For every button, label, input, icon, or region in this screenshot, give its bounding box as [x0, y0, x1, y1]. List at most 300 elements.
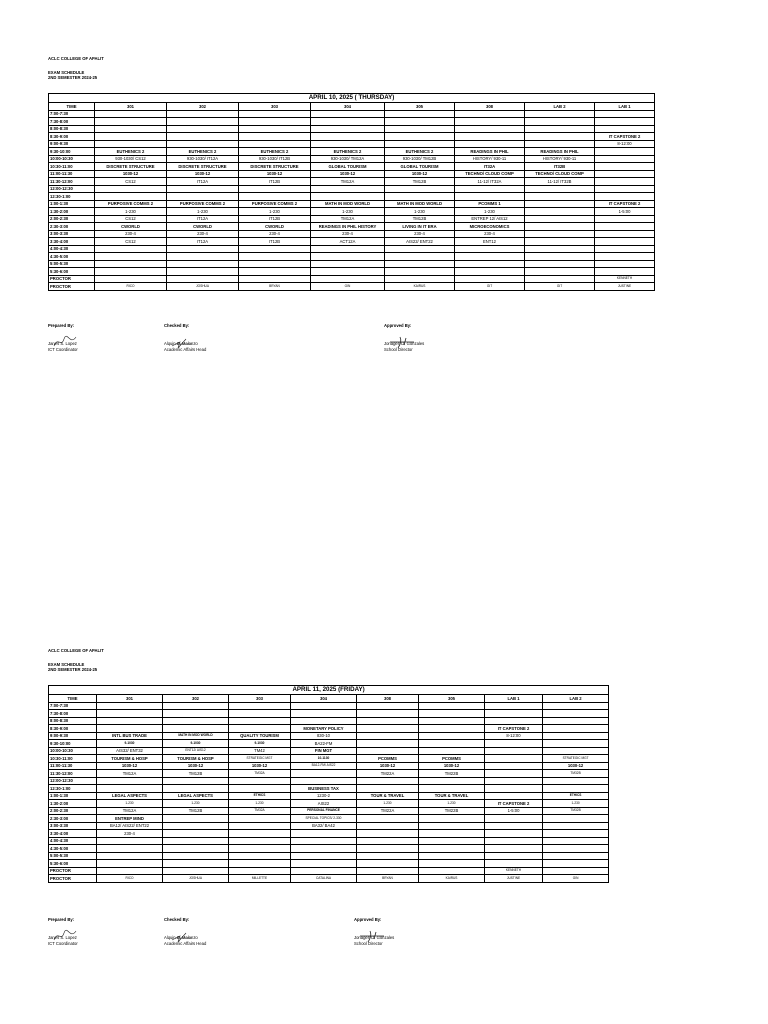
- exam-cell: 8-12:00: [485, 732, 543, 740]
- exam-cell: IT12B: [239, 178, 311, 186]
- exam-cell: [455, 268, 525, 276]
- proctor-name-cell: JOSHUA: [167, 283, 239, 291]
- exam-cell: [95, 193, 167, 201]
- exam-cell: [97, 777, 163, 785]
- schedule-row: [49, 860, 609, 868]
- college-name: ACLC COLLEGE OF APALIT: [48, 56, 104, 61]
- exam-schedule-label: EXAM SCHEDULE: [48, 70, 85, 75]
- exam-cell: EUTHENICS 2: [311, 148, 385, 156]
- exam-cell: MONETARY POLICY: [291, 725, 357, 733]
- exam-cell: TM42: [229, 747, 291, 755]
- proctor-name-cell: KAIRUS: [419, 875, 485, 883]
- exam-cell: EUTHENICS 2: [385, 148, 455, 156]
- proctor-name-cell: GIT: [455, 283, 525, 291]
- exam-cell: 930-1030/ CS12: [95, 155, 167, 163]
- exam-cell: [167, 268, 239, 276]
- time-slot-cell: 7:00-7:30: [49, 702, 97, 710]
- exam-cell: [239, 110, 311, 118]
- exam-cell: [543, 747, 609, 755]
- exam-cell: DISCRETE STRUCTURE: [239, 163, 311, 171]
- exam-schedule-label: EXAM SCHEDULE: [48, 662, 85, 667]
- exam-cell: [485, 852, 543, 860]
- exam-cell: [311, 118, 385, 126]
- exam-cell: TM32B: [543, 807, 609, 815]
- proctor-label: PROCTOR: [49, 875, 97, 883]
- schedule-row: [49, 800, 609, 808]
- exam-cell: [229, 822, 291, 830]
- exam-cell: [291, 845, 357, 853]
- time-slot-cell: 5:30-6:00: [49, 860, 97, 868]
- exam-cell: 1-230: [167, 208, 239, 216]
- exam-cell: [485, 747, 543, 755]
- exam-cell: [385, 133, 455, 141]
- proctor-name-cell: [357, 867, 419, 875]
- exam-cell: [163, 822, 229, 830]
- proctor-row: [49, 875, 609, 883]
- exam-cell: [455, 133, 525, 141]
- exam-cell: ENT12: [455, 238, 525, 246]
- exam-cell: [525, 245, 595, 253]
- exam-cell: [229, 837, 291, 845]
- proctor-name-cell: KAIRUS: [385, 283, 455, 291]
- exam-cell: [357, 845, 419, 853]
- exam-cell: CWORLD: [239, 223, 311, 231]
- exam-cell: IT CAPSTONE 2: [485, 725, 543, 733]
- room-column-header: 308: [455, 103, 525, 111]
- time-slot-cell: 7:30-8:00: [49, 710, 97, 718]
- exam-cell: [311, 133, 385, 141]
- exam-cell: INTL BUS TRADE: [97, 732, 163, 740]
- room-column-header: LAB 1: [595, 103, 655, 111]
- time-slot-cell: 10:30-11:00: [49, 755, 97, 763]
- exam-cell: [167, 110, 239, 118]
- exam-cell: 230-4: [455, 230, 525, 238]
- exam-cell: 1-230: [311, 208, 385, 216]
- exam-cell: BUSINESS TAX: [291, 785, 357, 793]
- proctor-name-cell: [229, 867, 291, 875]
- exam-cell: [385, 193, 455, 201]
- exam-cell: IT CAPSTONE 2: [595, 200, 655, 208]
- exam-cell: [229, 717, 291, 725]
- proctor-row: [49, 283, 655, 291]
- time-slot-cell: 3:00-3:30: [49, 822, 97, 830]
- exam-cell: [163, 785, 229, 793]
- exam-cell: [543, 815, 609, 823]
- exam-cell: [291, 852, 357, 860]
- exam-cell: [291, 717, 357, 725]
- exam-cell: [525, 238, 595, 246]
- exam-cell: [239, 125, 311, 133]
- exam-cell: [595, 155, 655, 163]
- exam-cell: [357, 822, 419, 830]
- time-slot-cell: 2:30-3:00: [49, 815, 97, 823]
- time-slot-cell: 5:00-5:30: [49, 852, 97, 860]
- exam-cell: [455, 253, 525, 261]
- exam-cell: GLOBAL TOURISM: [385, 163, 455, 171]
- exam-cell: [95, 185, 167, 193]
- schedule-row: [49, 110, 655, 118]
- signature-scribble: [52, 928, 78, 944]
- exam-cell: [525, 133, 595, 141]
- exam-cell: [167, 140, 239, 148]
- exam-cell: HISTORY/ 930-11: [455, 155, 525, 163]
- signature-scribble: [170, 930, 196, 944]
- time-slot-cell: 1:00-1:30: [49, 792, 97, 800]
- exam-cell: [485, 860, 543, 868]
- exam-cell: [357, 740, 419, 748]
- time-slot-cell: 5:00-5:30: [49, 260, 95, 268]
- exam-cell: [163, 717, 229, 725]
- exam-cell: [163, 837, 229, 845]
- exam-cell: [485, 770, 543, 778]
- exam-cell: 1-230: [357, 800, 419, 808]
- exam-cell: [95, 260, 167, 268]
- exam-cell: [163, 702, 229, 710]
- exam-cell: [485, 702, 543, 710]
- proctor-row: [49, 867, 609, 875]
- prepared-by-label: Prepared By:: [48, 917, 75, 922]
- time-column-header: TIME: [49, 103, 95, 111]
- exam-cell: [229, 852, 291, 860]
- proctor-name-cell: BRYAN: [357, 875, 419, 883]
- exam-cell: 1-5:00: [595, 208, 655, 216]
- room-column-header: 303: [239, 103, 311, 111]
- exam-cell: 1-230: [95, 208, 167, 216]
- exam-cell: 11-12/ IT32B: [525, 178, 595, 186]
- exam-cell: CS12: [95, 178, 167, 186]
- time-slot-cell: 7:00-7:30: [49, 110, 95, 118]
- exam-cell: 230-4: [97, 830, 163, 838]
- exam-cell: [595, 118, 655, 126]
- exam-cell: PCOMMS: [419, 755, 485, 763]
- exam-cell: 1030-12: [167, 170, 239, 178]
- exam-cell: [485, 762, 543, 770]
- proctor-name-cell: [167, 275, 239, 283]
- exam-cell: [167, 253, 239, 261]
- college-name: ACLC COLLEGE OF APALIT: [48, 648, 104, 653]
- proctor-name-cell: [291, 867, 357, 875]
- room-column-header: 302: [167, 103, 239, 111]
- exam-cell: [485, 740, 543, 748]
- schedule-row: [49, 830, 609, 838]
- exam-cell: 1-230: [455, 208, 525, 216]
- schedule-table: [48, 685, 609, 883]
- exam-cell: 9-1030: [97, 740, 163, 748]
- exam-cell: [485, 822, 543, 830]
- exam-cell: [525, 185, 595, 193]
- exam-cell: TM12B: [385, 178, 455, 186]
- schedule-row: [49, 777, 609, 785]
- exam-cell: [95, 125, 167, 133]
- semester-label: 2ND SEMESTER 2024-25: [48, 75, 98, 80]
- exam-cell: [525, 223, 595, 231]
- signature-scribble: [388, 335, 416, 349]
- signature-scribble: [358, 929, 386, 943]
- exam-cell: [163, 852, 229, 860]
- exam-cell: TM22A: [357, 807, 419, 815]
- exam-cell: [485, 785, 543, 793]
- exam-cell: PERSONAL FINANCE: [291, 807, 357, 815]
- proctor-name-cell: [239, 275, 311, 283]
- exam-cell: LEGAL ASPECTS: [97, 792, 163, 800]
- time-slot-cell: 8:00-8:30: [49, 125, 95, 133]
- exam-cell: READINGS IN PHIL: [455, 148, 525, 156]
- exam-cell: 1-230: [419, 800, 485, 808]
- exam-cell: [419, 837, 485, 845]
- exam-cell: [385, 125, 455, 133]
- exam-cell: [229, 815, 291, 823]
- schedule-row: [49, 163, 655, 171]
- exam-cell: [485, 845, 543, 853]
- exam-cell: [97, 785, 163, 793]
- proctor-label: PROCTOR: [49, 283, 95, 291]
- exam-cell: [97, 710, 163, 718]
- exam-cell: DISCRETE STRUCTURE: [95, 163, 167, 171]
- schedule-row: [49, 253, 655, 261]
- exam-cell: ACT12A: [311, 238, 385, 246]
- exam-cell: READINGS IN PHIL HISTORY: [311, 223, 385, 231]
- exam-cell: [95, 133, 167, 141]
- schedule-row: [49, 230, 655, 238]
- exam-cell: [167, 185, 239, 193]
- exam-cell: [455, 193, 525, 201]
- exam-cell: [419, 747, 485, 755]
- exam-cell: 1030-12: [97, 762, 163, 770]
- exam-cell: IT12A: [167, 215, 239, 223]
- exam-cell: [163, 710, 229, 718]
- proctor-name-cell: [455, 275, 525, 283]
- exam-cell: [543, 717, 609, 725]
- time-slot-cell: 12:00-12:30: [49, 185, 95, 193]
- exam-cell: [291, 710, 357, 718]
- exam-cell: [595, 125, 655, 133]
- exam-cell: TECHNO/ CLOUD COMP: [455, 170, 525, 178]
- exam-cell: TM32B: [543, 770, 609, 778]
- exam-cell: [95, 140, 167, 148]
- exam-cell: 1030-12: [95, 170, 167, 178]
- exam-cell: MATH IN MOD WORLD: [385, 200, 455, 208]
- prepared-by-role: ICT Coordinator: [48, 941, 78, 947]
- approved-by-name: Jonagen D. Gonzales: [354, 935, 395, 941]
- exam-cell: [485, 710, 543, 718]
- exam-cell: [291, 837, 357, 845]
- exam-cell: 10-1130: [291, 755, 357, 763]
- exam-cell: ETHICS: [543, 792, 609, 800]
- proctor-name-cell: JUSTINE: [595, 283, 655, 291]
- prepared-by-label: Prepared By:: [48, 323, 75, 328]
- exam-cell: CS12: [95, 238, 167, 246]
- room-column-header: 301: [97, 695, 163, 703]
- exam-cell: [97, 860, 163, 868]
- schedule-row: [49, 200, 655, 208]
- schedule-row: [49, 193, 655, 201]
- exam-cell: [543, 725, 609, 733]
- schedule-title-row: [49, 686, 609, 695]
- exam-cell: [95, 245, 167, 253]
- exam-cell: [595, 253, 655, 261]
- exam-cell: 230-4: [95, 230, 167, 238]
- exam-cell: 930-1030/ TM12B: [385, 155, 455, 163]
- schedule-row: [49, 245, 655, 253]
- exam-cell: EUTHENICS 2: [167, 148, 239, 156]
- schedule-row: [49, 155, 655, 163]
- exam-cell: TM22B: [419, 770, 485, 778]
- exam-cell: BA12/ AIS22/ ENT22: [97, 822, 163, 830]
- exam-cell: [357, 860, 419, 868]
- exam-cell: [357, 852, 419, 860]
- room-column-header: 304: [311, 103, 385, 111]
- exam-cell: ENT12/ AIS12: [163, 747, 229, 755]
- exam-cell: 230-4: [311, 230, 385, 238]
- exam-cell: [167, 245, 239, 253]
- time-slot-cell: 11:00-11:30: [49, 170, 95, 178]
- time-slot-cell: 8:30-9:00: [49, 133, 95, 141]
- exam-cell: TM12A: [97, 807, 163, 815]
- exam-cell: IT12A: [167, 178, 239, 186]
- exam-cell: [311, 185, 385, 193]
- exam-cell: [357, 830, 419, 838]
- exam-cell: [543, 830, 609, 838]
- exam-cell: [311, 140, 385, 148]
- exam-cell: 1-230: [385, 208, 455, 216]
- exam-cell: [291, 830, 357, 838]
- exam-cell: [97, 702, 163, 710]
- exam-cell: [357, 732, 419, 740]
- schedule-row: [49, 268, 655, 276]
- exam-cell: PURPOSIVE COMMS 2: [239, 200, 311, 208]
- exam-cell: 1230-2: [291, 792, 357, 800]
- exam-cell: 11-12/ IT32A: [455, 178, 525, 186]
- schedule-row: [49, 845, 609, 853]
- exam-cell: [595, 230, 655, 238]
- exam-cell: [595, 268, 655, 276]
- exam-cell: [543, 702, 609, 710]
- time-slot-cell: 9:00-9:30: [49, 140, 95, 148]
- exam-cell: 1-230: [229, 800, 291, 808]
- exam-cell: [595, 110, 655, 118]
- exam-cell: [97, 852, 163, 860]
- time-slot-cell: 8:30-9:00: [49, 725, 97, 733]
- exam-cell: 1-230: [543, 800, 609, 808]
- proctor-name-cell: KENNETH: [595, 275, 655, 283]
- exam-cell: 830-10: [291, 732, 357, 740]
- exam-cell: LEGAL ASPECTS: [163, 792, 229, 800]
- time-slot-cell: 9:00-9:30: [49, 732, 97, 740]
- exam-cell: [485, 815, 543, 823]
- schedule-row: [49, 852, 609, 860]
- exam-cell: 1030-12: [229, 762, 291, 770]
- time-slot-cell: 4:30-5:00: [49, 845, 97, 853]
- exam-cell: TM22A: [357, 770, 419, 778]
- exam-cell: BA32/ BA42: [291, 822, 357, 830]
- time-slot-cell: 4:30-5:00: [49, 253, 95, 261]
- room-column-header: 302: [163, 695, 229, 703]
- checked-by-role: Academic Affairs Head: [164, 347, 207, 353]
- exam-cell: 230-4: [385, 230, 455, 238]
- proctor-name-cell: [163, 867, 229, 875]
- exam-cell: [419, 785, 485, 793]
- proctor-name-cell: [311, 275, 385, 283]
- schedule-row: [49, 223, 655, 231]
- exam-cell: [419, 830, 485, 838]
- schedule-row: [49, 170, 655, 178]
- exam-cell: [455, 245, 525, 253]
- exam-cell: [419, 777, 485, 785]
- exam-cell: TM12B: [163, 807, 229, 815]
- room-column-header: 303: [229, 695, 291, 703]
- exam-cell: AIS22: [291, 800, 357, 808]
- exam-cell: [239, 268, 311, 276]
- time-slot-cell: 1:30-2:00: [49, 208, 95, 216]
- time-slot-cell: 2:00-2:30: [49, 215, 95, 223]
- proctor-name-cell: [95, 275, 167, 283]
- exam-cell: BA12-FM/ AIS22: [291, 762, 357, 770]
- column-header-row: [49, 103, 655, 111]
- exam-cell: CWORLD: [95, 223, 167, 231]
- exam-cell: [291, 777, 357, 785]
- approved-by-label: Approved By:: [384, 323, 412, 328]
- exam-cell: [525, 230, 595, 238]
- exam-cell: ENTREP 12/ AIS12: [455, 215, 525, 223]
- exam-cell: [525, 110, 595, 118]
- room-column-header: 305: [385, 103, 455, 111]
- proctor-name-cell: RICO: [95, 283, 167, 291]
- exam-cell: [543, 710, 609, 718]
- exam-cell: IT32B: [525, 163, 595, 171]
- exam-cell: [543, 852, 609, 860]
- exam-cell: [419, 740, 485, 748]
- exam-cell: 1030-12: [239, 170, 311, 178]
- proctor-name-cell: GIN: [543, 875, 609, 883]
- exam-cell: [455, 260, 525, 268]
- time-slot-cell: 7:30-8:00: [49, 118, 95, 126]
- schedule-row: [49, 725, 609, 733]
- exam-cell: IT12B: [239, 215, 311, 223]
- exam-cell: IT CAPSTONE 2: [485, 800, 543, 808]
- exam-cell: [291, 770, 357, 778]
- exam-cell: [95, 253, 167, 261]
- exam-cell: 9-1030: [229, 740, 291, 748]
- exam-cell: MICROECONOMICS: [455, 223, 525, 231]
- schedule-row: [49, 792, 609, 800]
- proctor-name-cell: RICO: [97, 875, 163, 883]
- exam-cell: IT CAPSTONE 2: [595, 133, 655, 141]
- exam-cell: [163, 845, 229, 853]
- exam-cell: [525, 200, 595, 208]
- exam-cell: IT12A: [167, 238, 239, 246]
- exam-cell: EUTHENICS 2: [95, 148, 167, 156]
- schedule-row: [49, 815, 609, 823]
- exam-cell: [357, 815, 419, 823]
- exam-cell: [163, 725, 229, 733]
- exam-cell: QUALITY TOURISM: [229, 732, 291, 740]
- exam-cell: 1-5:00: [485, 807, 543, 815]
- signature-scribble: [170, 336, 196, 350]
- exam-cell: [385, 260, 455, 268]
- exam-cell: [311, 193, 385, 201]
- exam-cell: [419, 822, 485, 830]
- exam-cell: DISCRETE STRUCTURE: [167, 163, 239, 171]
- exam-cell: TM12A: [311, 215, 385, 223]
- exam-cell: [163, 815, 229, 823]
- exam-cell: [229, 830, 291, 838]
- schedule-row: [49, 702, 609, 710]
- exam-cell: [525, 118, 595, 126]
- exam-cell: [239, 185, 311, 193]
- room-column-header: LAB 1: [485, 695, 543, 703]
- exam-cell: [229, 845, 291, 853]
- proctor-name-cell: [543, 867, 609, 875]
